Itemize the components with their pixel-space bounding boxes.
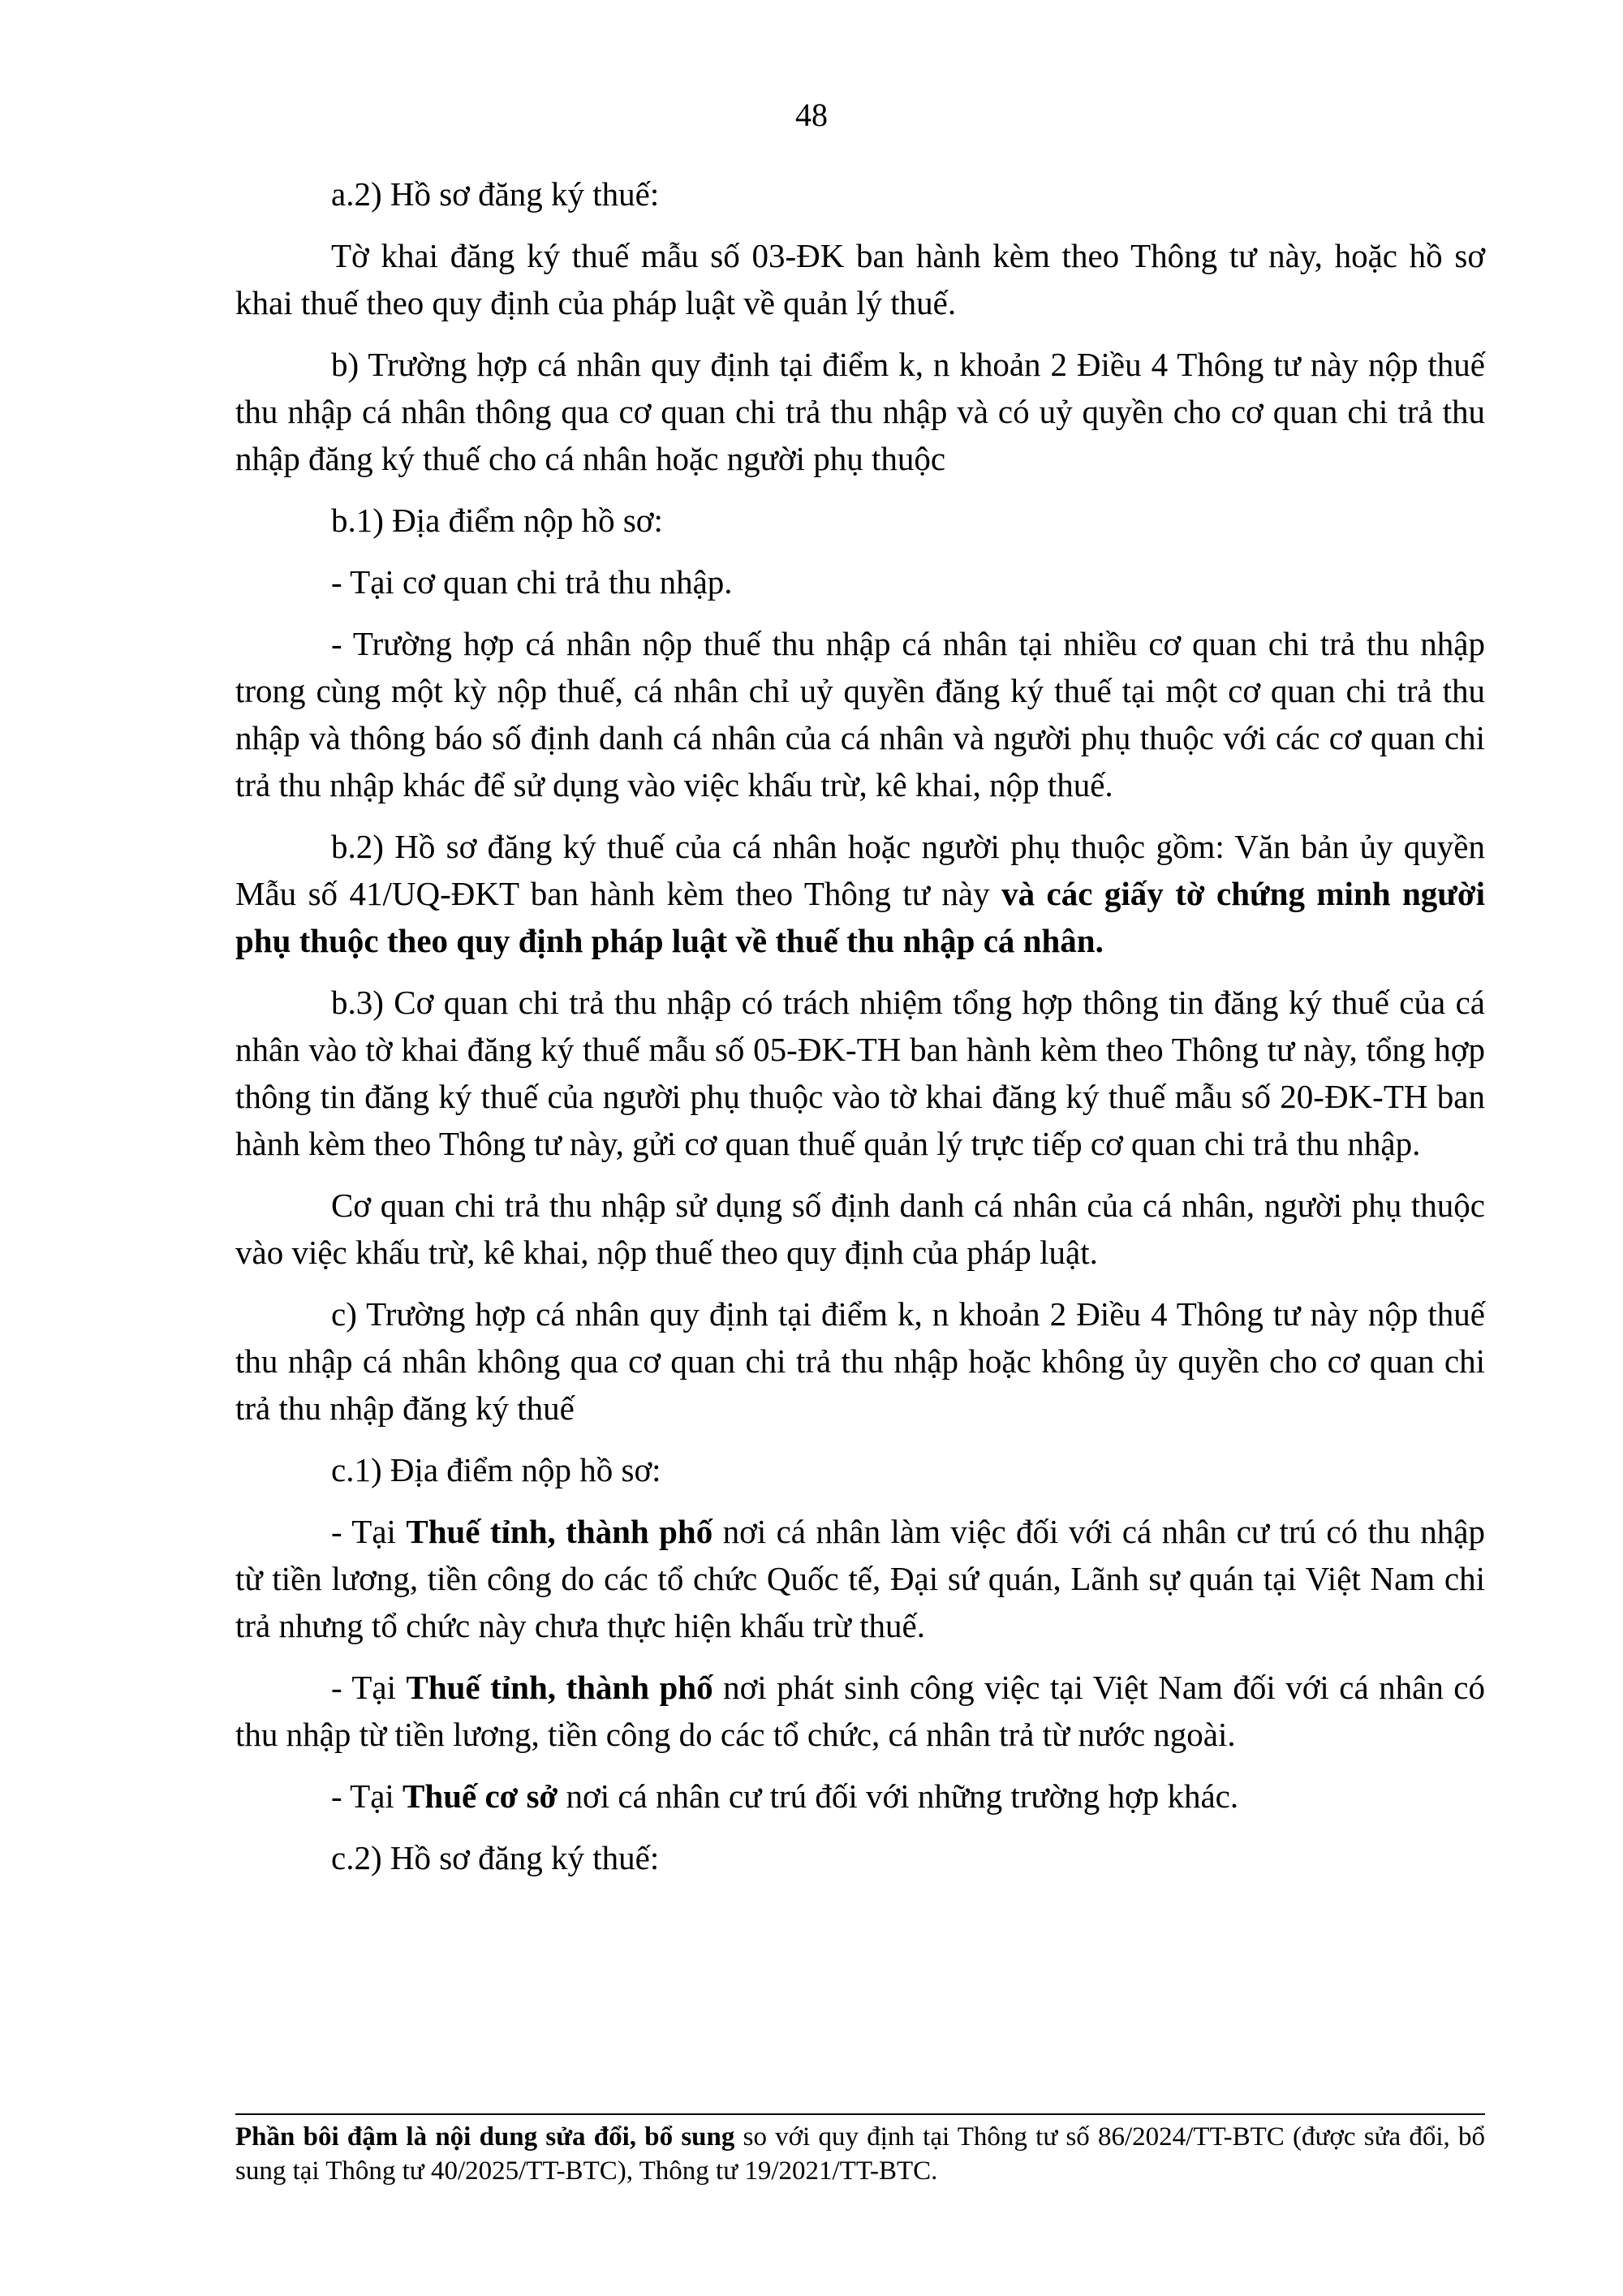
- paragraph: [235, 170, 1485, 218]
- paragraph: [235, 620, 1485, 808]
- paragraph: [235, 558, 1485, 605]
- paragraph: [235, 1290, 1485, 1432]
- bold-text-run: và các giấy tờ chứng minh người phụ thuộc theo quy định pháp luật về thuế thu nhập cá nhân.: [235, 875, 1485, 959]
- text-run: b.3) Cơ quan chi trả thu nhập có trách nhiệm tổng hợp thông tin đăng ký thuế của cá nhân vào tờ khai đăng ký thuế mẫu số 05-ĐK-TH ban hành kèm theo Thông tư này, tổng hợp thông tin đăng ký thuế của người phụ thuộc vào tờ khai đăng ký thuế mẫu số 20-ĐK-TH ban hành kèm theo Thông tư này, gửi cơ quan thuế quản lý trực tiếp cơ quan chi trả thu nhập.: [235, 984, 1485, 1162]
- bold-text-run: Thuế tỉnh, thành phố: [406, 1513, 713, 1550]
- text-run: nơi phát sinh công việc tại Việt Nam đối với cá nhân có thu nhập từ tiền lương, tiền công do các tổ chức, cá nhân trả từ nước ngoài.: [235, 1669, 1486, 1753]
- text-run: Tờ khai đăng ký thuế mẫu số 03-ĐK ban hành kèm theo Thông tư này, hoặc hồ sơ khai thuế theo quy định của pháp luật về quản lý thuế.: [235, 237, 1485, 321]
- text-run: so với quy định tại Thông tư số 86/2024/TT-BTC (được sửa đổi, bổ sung tại Thông tư 40/2025/TT-BTC), Thông tư 19/2021/TT-BTC.: [235, 2122, 1485, 2186]
- text-run: nơi cá nhân làm việc đối với cá nhân cư trú có thu nhập từ tiền lương, tiền công do các tổ chức Quốc tế, Đại sứ quán, Lãnh sự quán tại Việt Nam chi trả nhưng tổ chức này chưa thực hiện khấu trừ thuế.: [235, 1513, 1486, 1644]
- text-run: b.2) Hồ sơ đăng ký thuế của cá nhân hoặc người phụ thuộc gồm: Văn bản ủy quyền Mẫu số 41/UQ-ĐKT ban hành kèm theo Thông tư này: [235, 828, 1485, 912]
- text-run: b) Trường hợp cá nhân quy định tại điểm k, n khoản 2 Điều 4 Thông tư này nộp thuế thu nhập cá nhân thông qua cơ quan chi trả thu nhập và có uỷ quyền cho cơ quan chi trả thu nhập đăng ký thuế cho cá nhân hoặc người phụ thuộc: [235, 346, 1485, 477]
- paragraph: [235, 1508, 1485, 1649]
- text-run: - Tại: [331, 1777, 403, 1815]
- paragraph: [235, 979, 1485, 1167]
- text-run: a.2) Hồ sơ đăng ký thuế:: [331, 175, 660, 213]
- paragraph: [235, 1773, 1485, 1820]
- bold-text-run: Thuế tỉnh, thành phố: [406, 1669, 713, 1706]
- text-run: b.1) Địa điểm nộp hồ sơ:: [331, 502, 663, 539]
- paragraph: [235, 232, 1485, 326]
- bold-text-run: Thuế cơ sở: [403, 1777, 558, 1815]
- paragraph: [235, 823, 1485, 964]
- paragraph: [235, 1446, 1485, 1493]
- paragraph: [235, 341, 1485, 482]
- paragraph: [235, 1834, 1485, 1881]
- bold-text-run: Phần bôi đậm là nội dung sửa đổi, bổ sung: [235, 2122, 735, 2152]
- document-body: [235, 170, 1485, 1896]
- text-run: - Tại: [331, 1669, 407, 1706]
- page-number: 48: [795, 97, 828, 133]
- text-run: - Trường hợp cá nhân nộp thuế thu nhập cá nhân tại nhiều cơ quan chi trả thu nhập trong cùng một kỳ nộp thuế, cá nhân chỉ uỷ quyền đăng ký thuế tại một cơ quan chi trả thu nhập và thông báo số định danh cá nhân của cá nhân và người phụ thuộc với các cơ quan chi trả thu nhập khác để sử dụng vào việc khấu trừ, kê khai, nộp thuế.: [235, 625, 1485, 803]
- text-run: c.2) Hồ sơ đăng ký thuế:: [331, 1839, 660, 1876]
- text-run: - Tại cơ quan chi trả thu nhập.: [331, 563, 733, 601]
- paragraph: [235, 1182, 1485, 1276]
- text-run: nơi cá nhân cư trú đối với những trường hợp khác.: [558, 1777, 1239, 1815]
- paragraph: [235, 497, 1485, 544]
- text-run: - Tại: [331, 1513, 407, 1550]
- paragraph: [235, 1664, 1485, 1758]
- footer-divider: [235, 2113, 1485, 2115]
- footer-note: [235, 2120, 1485, 2188]
- text-run: c) Trường hợp cá nhân quy định tại điểm k, n khoản 2 Điều 4 Thông tư này nộp thuế thu nhập cá nhân không qua cơ quan chi trả thu nhập hoặc không ủy quyền cho cơ quan chi trả thu nhập đăng ký thuế: [235, 1295, 1485, 1427]
- text-run: c.1) Địa điểm nộp hồ sơ:: [331, 1451, 661, 1488]
- text-run: Cơ quan chi trả thu nhập sử dụng số định danh cá nhân của cá nhân, người phụ thuộc vào việc khấu trừ, kê khai, nộp thuế theo quy định của pháp luật.: [235, 1187, 1485, 1271]
